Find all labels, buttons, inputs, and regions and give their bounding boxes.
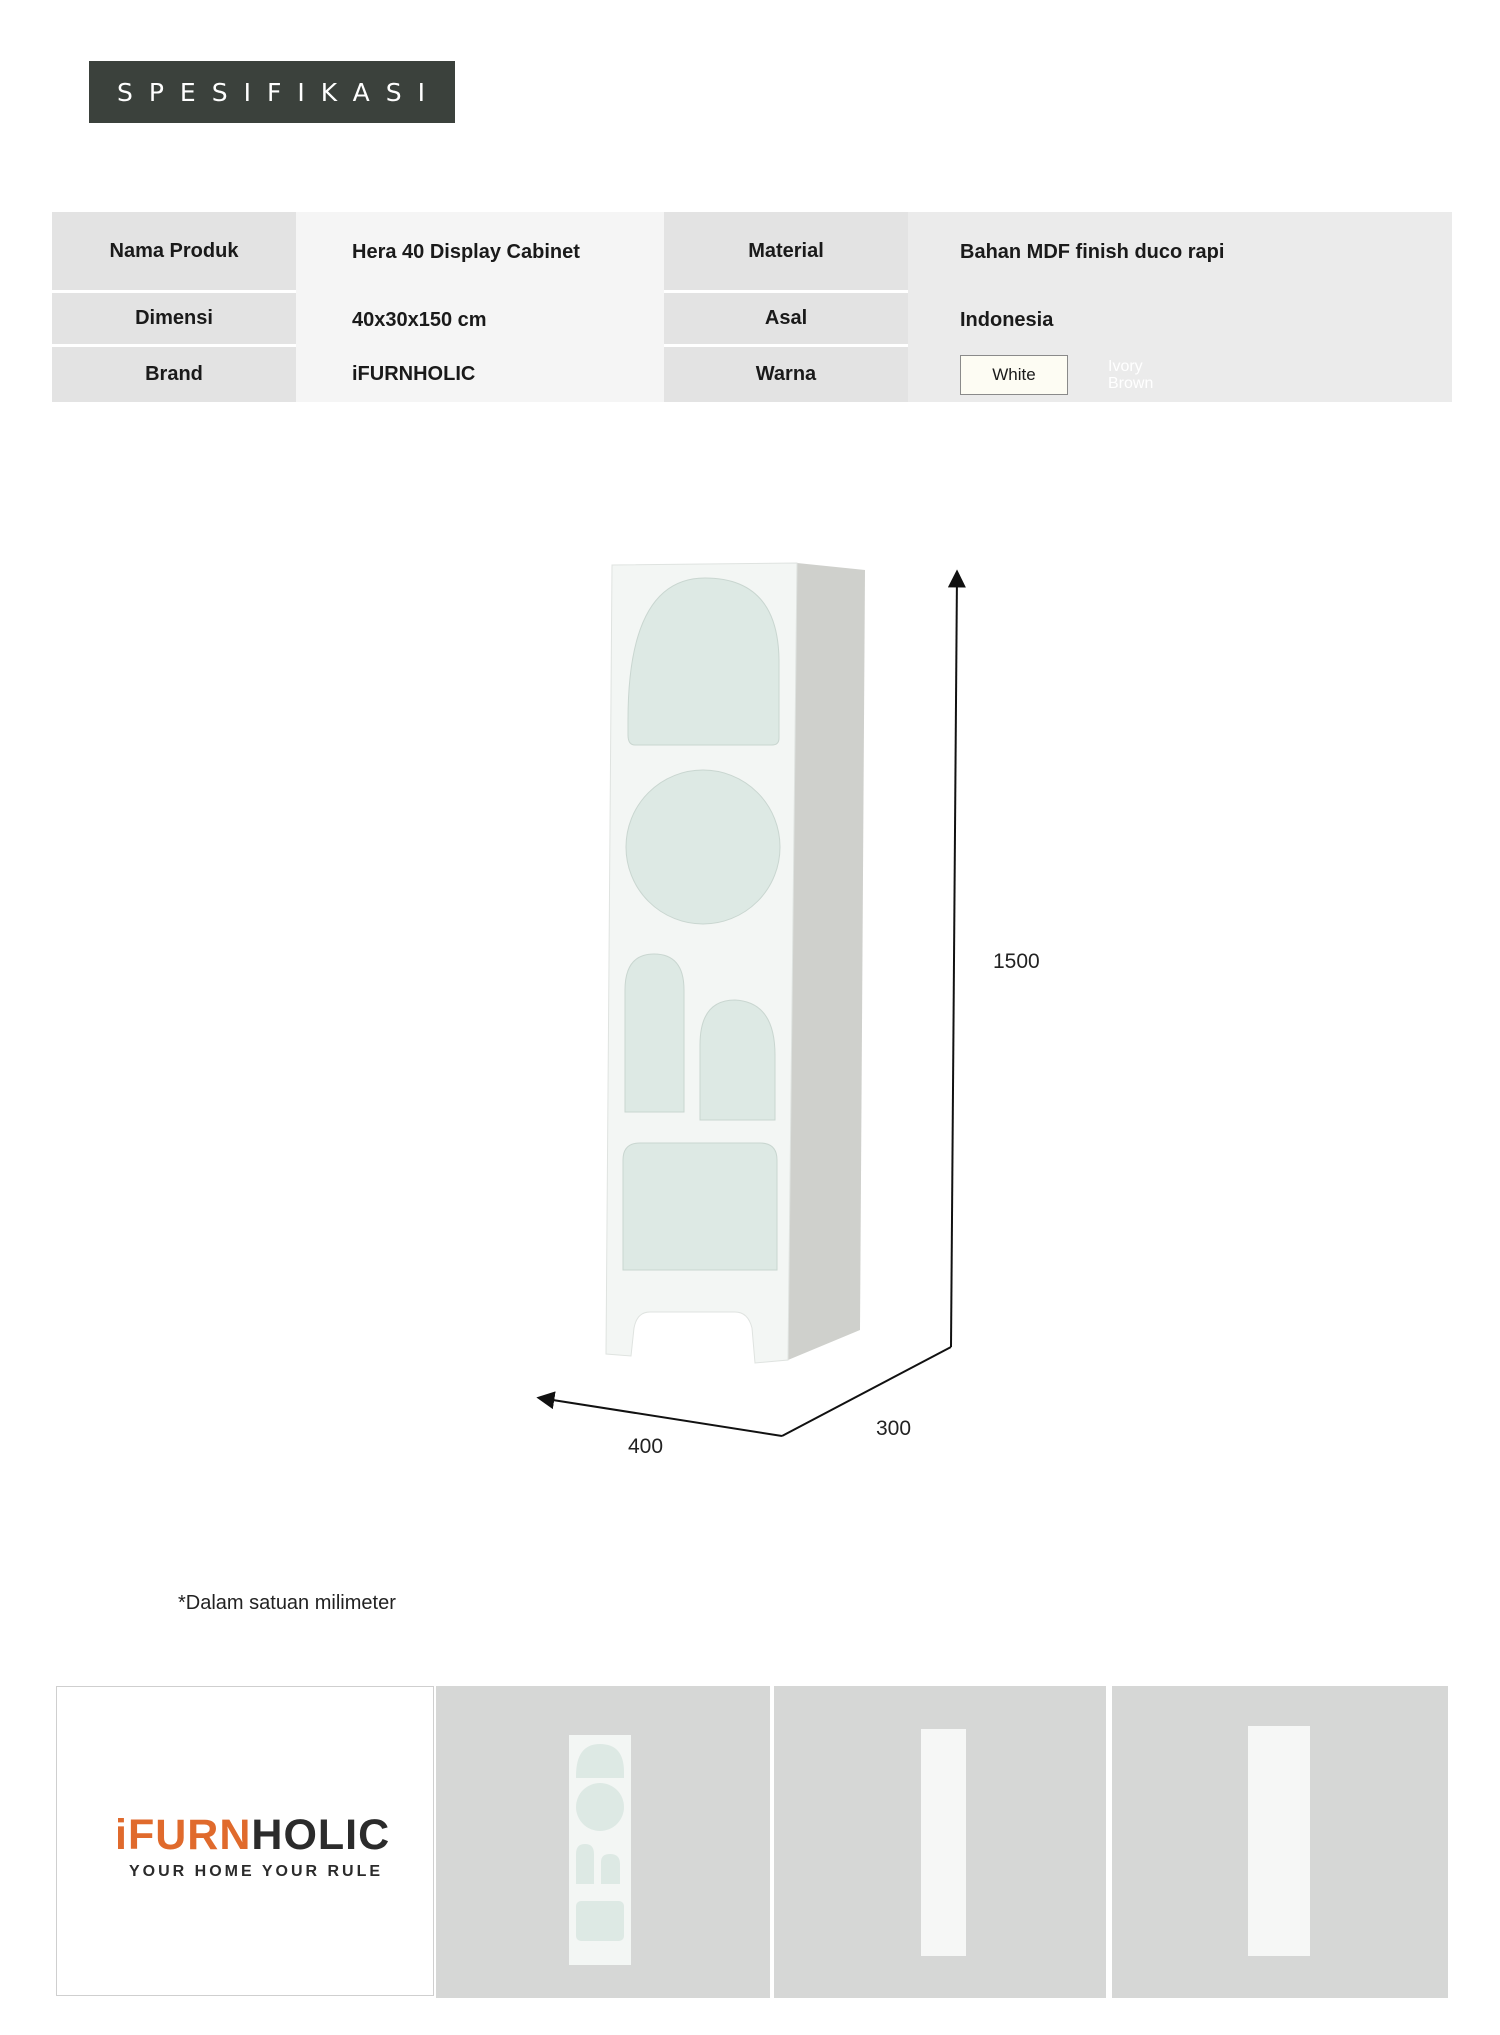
circle-opening xyxy=(626,770,780,924)
color-swatches xyxy=(908,347,1452,402)
thumbnail-front[interactable] xyxy=(436,1686,770,1998)
dimensi-label: Dimensi xyxy=(52,293,296,347)
swatch-white[interactable]: White xyxy=(960,355,1068,395)
brand-logo: iFURNHOLIC xyxy=(115,1811,391,1859)
height-label: 1500 xyxy=(993,950,1040,973)
material-label: Material xyxy=(664,212,908,293)
arch-opening-right xyxy=(700,1000,775,1120)
product-gallery xyxy=(56,1686,1448,1998)
thumbnail-side-image xyxy=(774,1686,1106,1998)
rect-opening-bottom xyxy=(623,1143,777,1270)
depth-dimension-line xyxy=(782,1347,951,1436)
arch-opening-left xyxy=(625,954,684,1112)
width-dimension-line xyxy=(540,1398,782,1436)
dimensi-value: 40x30x150 cm xyxy=(296,293,664,347)
cabinet-side-panel xyxy=(788,563,865,1360)
asal-label: Asal xyxy=(664,293,908,347)
brand-value: iFURNHOLIC xyxy=(296,347,664,402)
thumbnail-back-image xyxy=(1112,1686,1448,1998)
nama-produk-label: Nama Produk xyxy=(52,212,296,293)
brand-logo-card xyxy=(56,1686,434,1996)
width-label: 400 xyxy=(628,1435,664,1458)
warna-label: Warna xyxy=(664,347,908,402)
brand-label: Brand xyxy=(52,347,296,402)
nama-produk-value: Hera 40 Display Cabinet xyxy=(296,212,664,293)
spec-table xyxy=(52,212,1452,402)
brand-tagline: YOUR HOME YOUR RULE xyxy=(129,1863,384,1880)
thumbnail-back[interactable] xyxy=(1112,1686,1448,1998)
thumbnail-front-image xyxy=(436,1686,770,1998)
cabinet-drawing xyxy=(520,540,1060,1460)
height-dimension-line xyxy=(951,573,957,1347)
material-value: Bahan MDF finish duco rapi xyxy=(908,212,1452,293)
unit-note: *Dalam satuan milimeter xyxy=(178,1592,396,1614)
page-title: SPESIFIKASI xyxy=(89,61,455,123)
depth-label: 300 xyxy=(876,1417,912,1440)
thumbnail-side[interactable] xyxy=(774,1686,1106,1998)
asal-value: Indonesia xyxy=(908,293,1452,347)
swatch-group-other xyxy=(1108,358,1153,392)
swatch-brown[interactable]: Brown xyxy=(1108,374,1154,392)
swatch-ivory[interactable]: Ivory xyxy=(1108,357,1143,375)
